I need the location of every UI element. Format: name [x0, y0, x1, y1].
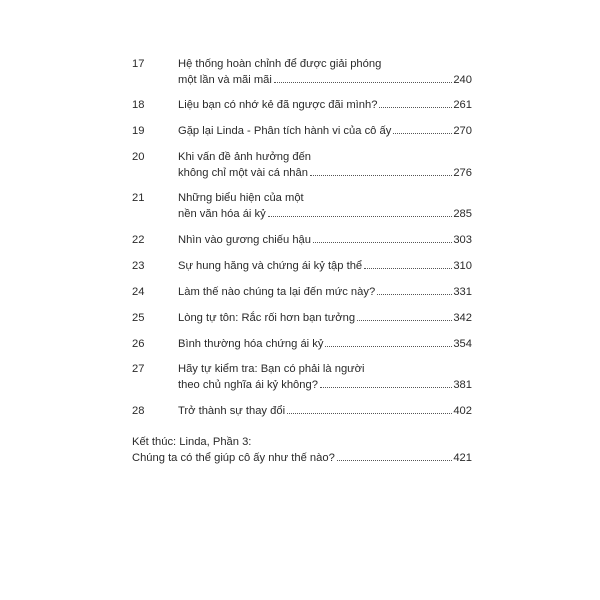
- chapter-number: 19: [132, 125, 145, 137]
- toc-entry-20: [132, 149, 472, 181]
- dot-leader: [325, 346, 452, 347]
- chapter-number: 18: [132, 99, 145, 111]
- chapter-number: 27: [132, 363, 145, 375]
- chapter-title: Bình thường hóa chứng ái kỷ: [178, 338, 324, 350]
- toc-entry-27: [132, 361, 472, 393]
- dot-leader: [379, 107, 452, 108]
- page-number: 354: [453, 338, 472, 350]
- dot-leader: [337, 460, 453, 461]
- chapter-number: 25: [132, 312, 145, 324]
- toc-entry-18: [132, 97, 472, 113]
- page-number: 331: [453, 286, 472, 298]
- toc-entry-21: [132, 190, 472, 222]
- dot-leader: [357, 320, 452, 321]
- page-number: 240: [453, 74, 472, 86]
- chapter-number: 17: [132, 58, 145, 70]
- chapter-title: Làm thế nào chúng ta lại đến mức này?: [178, 286, 376, 298]
- chapter-number: 26: [132, 338, 145, 350]
- page-number: 303: [453, 234, 472, 246]
- epilogue-title-continued: Chúng ta có thể giúp cô ấy như thế nào?: [132, 452, 335, 464]
- dot-leader: [393, 133, 452, 134]
- page-number: 285: [453, 208, 472, 220]
- chapter-number: 24: [132, 286, 145, 298]
- dot-leader: [268, 216, 453, 217]
- page-number: 276: [453, 167, 472, 179]
- toc-entry-23: [132, 258, 472, 274]
- page-number: 342: [453, 312, 472, 324]
- chapter-title: Khi vấn đề ảnh hưởng đến: [178, 151, 312, 163]
- toc-entry-25: [132, 310, 472, 326]
- chapter-number: 21: [132, 192, 145, 204]
- chapter-title-continued: không chỉ một vài cá nhân: [178, 167, 308, 179]
- epilogue-title: Kết thúc: Linda, Phần 3:: [132, 436, 252, 448]
- page-number: 381: [453, 379, 472, 391]
- dot-leader: [364, 268, 452, 269]
- chapter-title: Trở thành sự thay đổi: [178, 405, 286, 417]
- toc-entry-28: [132, 403, 472, 419]
- chapter-title: Sự hung hăng và chứng ái kỷ tập thể: [178, 260, 363, 272]
- toc-entry-17: [132, 56, 472, 88]
- dot-leader: [310, 175, 452, 176]
- dot-leader: [274, 82, 452, 83]
- chapter-number: 22: [132, 234, 145, 246]
- chapter-title: Lòng tự tôn: Rắc rối hơn bạn tưởng: [178, 312, 356, 324]
- chapter-number: 23: [132, 260, 145, 272]
- chapter-number: 20: [132, 151, 145, 163]
- page-number: 270: [453, 125, 472, 137]
- chapter-title: Liệu bạn có nhớ kẻ đã ngược đãi mình?: [178, 99, 378, 111]
- page-number: 421: [453, 452, 472, 464]
- chapter-title: Hệ thống hoàn chỉnh để được giải phóng: [178, 58, 382, 70]
- page-number: 261: [453, 99, 472, 111]
- dot-leader: [287, 413, 452, 414]
- page-number: 310: [453, 260, 472, 272]
- dot-leader: [377, 294, 452, 295]
- table-of-contents: [132, 56, 472, 466]
- page-number: 402: [453, 405, 472, 417]
- toc-entry-22: [132, 232, 472, 248]
- dot-leader: [320, 387, 452, 388]
- chapter-title: Những biểu hiện của một: [178, 192, 304, 204]
- toc-entry-26: [132, 336, 472, 352]
- dot-leader: [313, 242, 452, 243]
- chapter-title: Nhìn vào gương chiếu hậu: [178, 234, 312, 246]
- toc-entry-epilogue: [132, 434, 472, 466]
- chapter-title-continued: nền văn hóa ái kỷ: [178, 208, 266, 220]
- chapter-title-continued: theo chủ nghĩa ái kỷ không?: [178, 379, 318, 391]
- chapter-title: Hãy tự kiểm tra: Bạn có phải là người: [178, 363, 365, 375]
- chapter-title: Gặp lại Linda - Phân tích hành vi của cô ấy: [178, 125, 392, 137]
- toc-entry-19: [132, 123, 472, 139]
- chapter-number: 28: [132, 405, 145, 417]
- toc-entry-24: [132, 284, 472, 300]
- chapter-title-continued: một lần và mãi mãi: [178, 74, 272, 86]
